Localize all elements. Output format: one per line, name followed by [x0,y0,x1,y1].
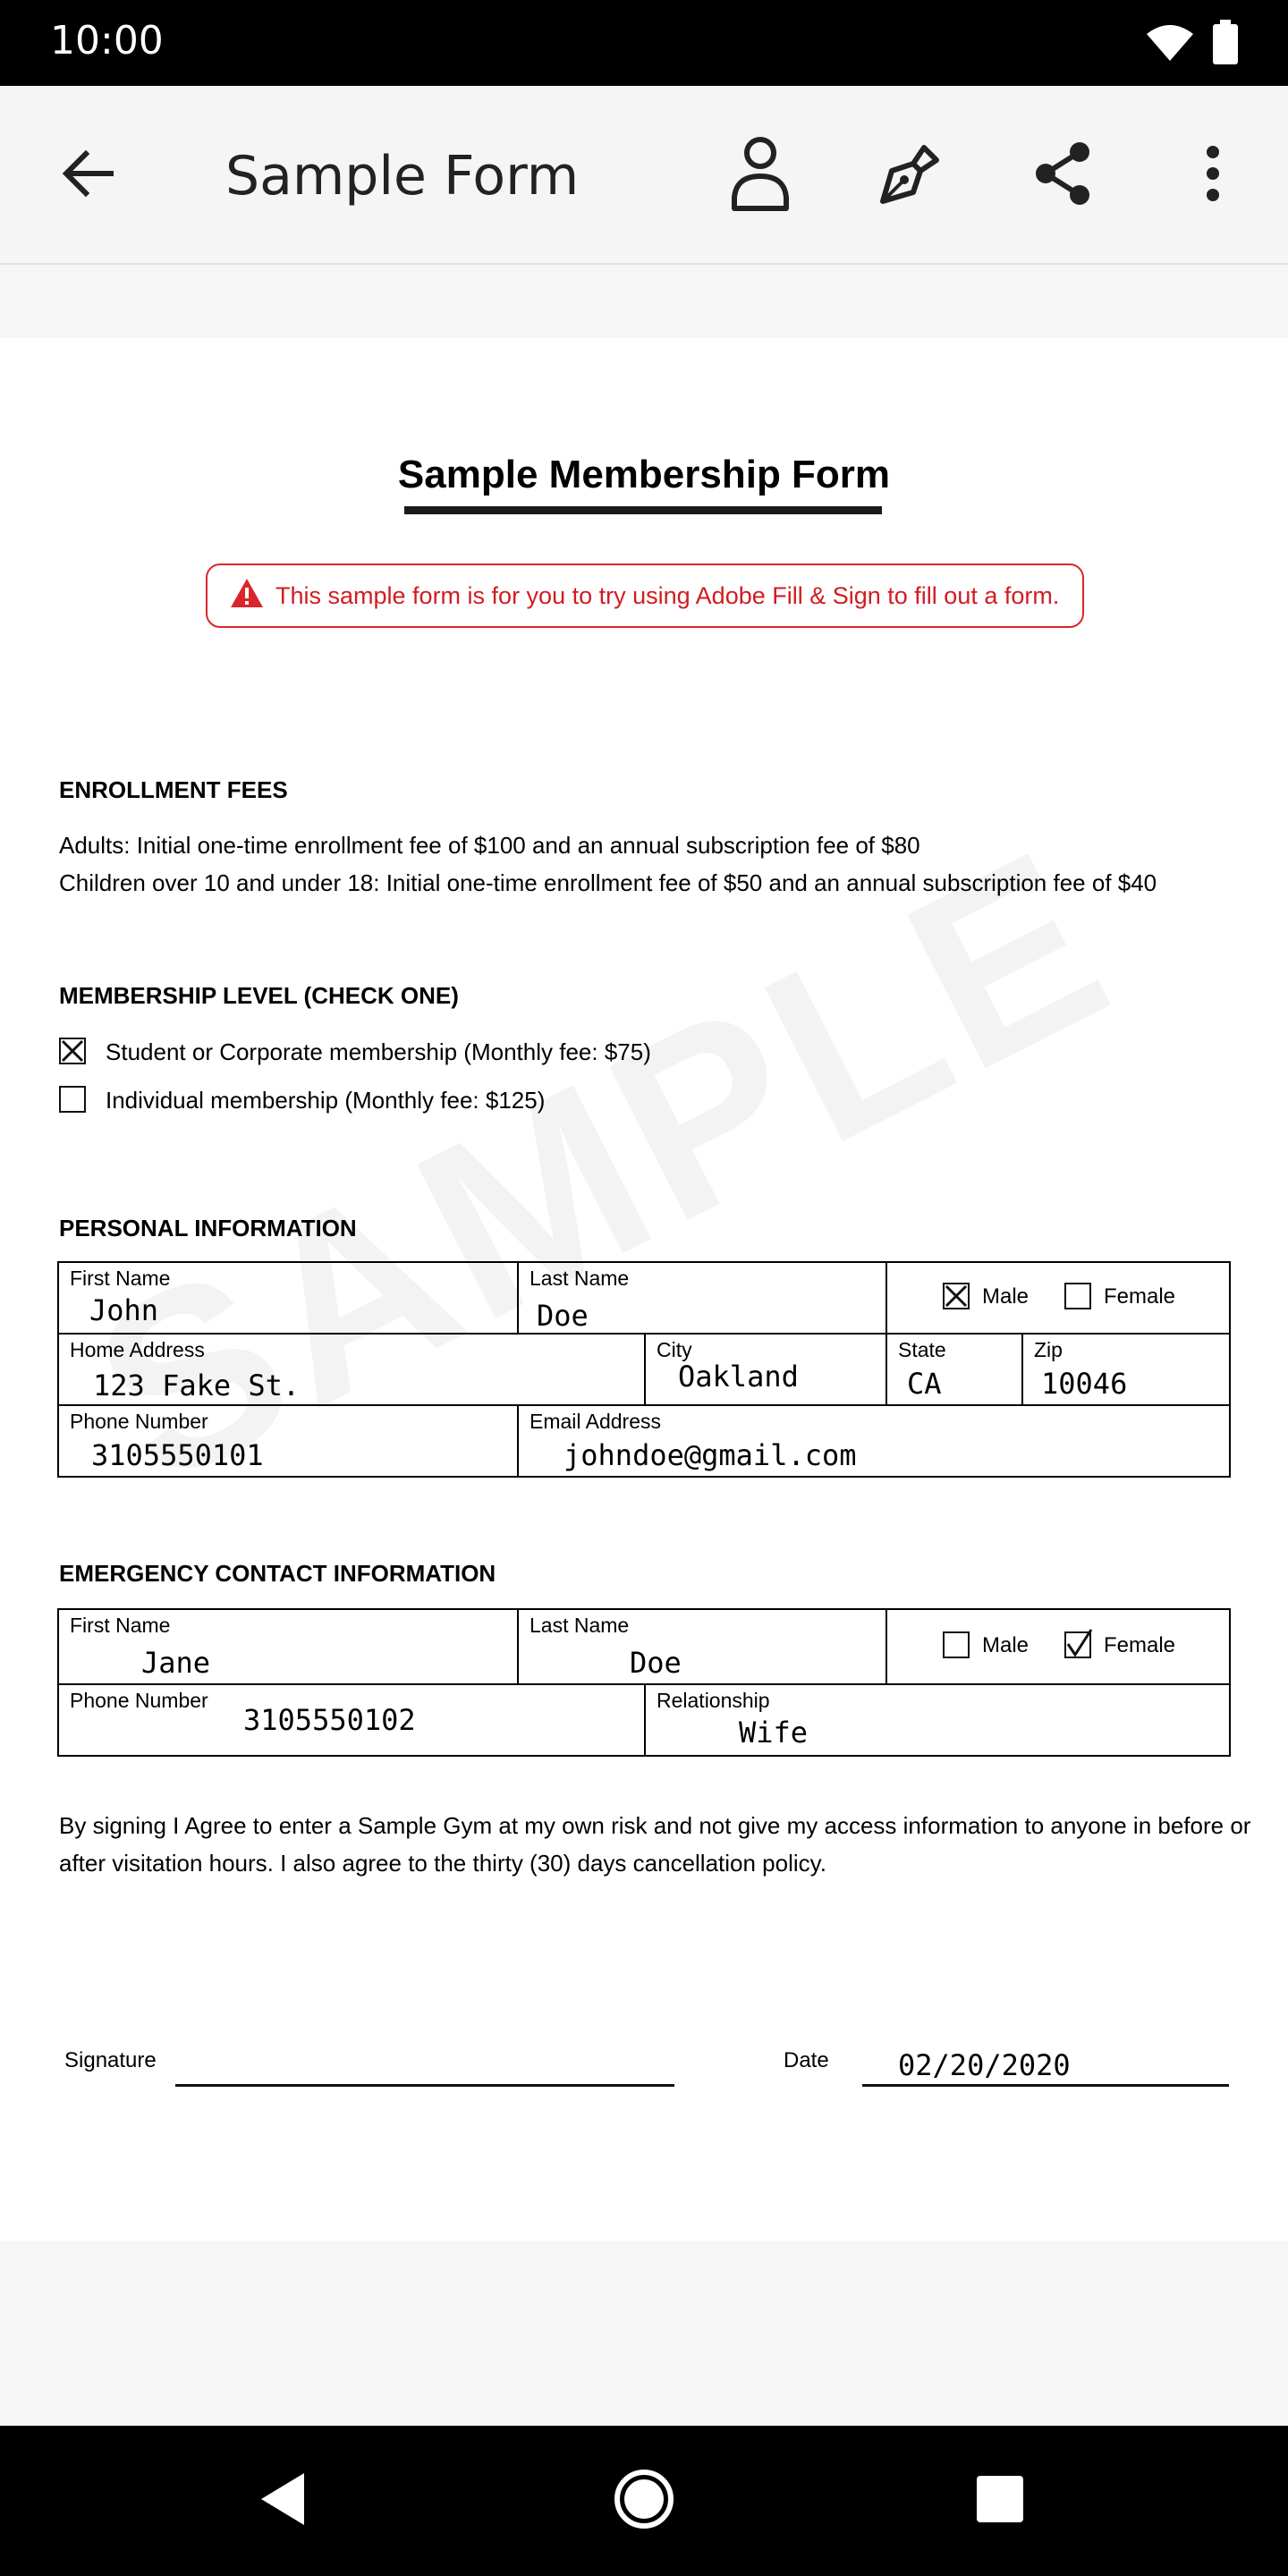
field-value: johndoe@gmail.com [564,1438,857,1472]
nav-back-button[interactable] [238,2456,327,2546]
field-label: Phone Number [70,1689,208,1712]
personal-first-name-field[interactable] [59,1263,519,1335]
back-triangle-icon [258,2471,308,2531]
back-button[interactable] [43,131,132,220]
share-icon [1031,140,1094,212]
personal-email-field[interactable] [519,1406,1229,1476]
date-line [862,2084,1229,2087]
enrollment-line-children: Children over 10 and under 18: Initial one-time enrollment fee of $50 and an annual subscription fee of $40 [59,869,1157,896]
personal-heading: PERSONAL INFORMATION [59,1215,357,1241]
membership-individual-label: Individual membership (Monthly fee: $125) [106,1087,546,1114]
recents-square-icon [975,2474,1025,2529]
field-label: Home Address [70,1338,205,1361]
notice-banner [206,564,1084,628]
personal-female-checkbox[interactable] [1064,1283,1091,1309]
share-button[interactable] [1018,131,1107,220]
field-value: CA [907,1367,942,1401]
field-label: Relationship [657,1689,770,1712]
membership-student-checkbox[interactable] [59,1038,86,1064]
document-page[interactable] [0,338,1288,2241]
navigation-bar [0,2426,1288,2576]
personal-city-field[interactable] [646,1335,887,1406]
field-label: Zip [1034,1338,1063,1361]
date-label: Date [784,2048,829,2072]
emergency-gender-field [887,1610,1229,1685]
status-time: 10:00 [50,18,164,64]
field-label: Phone Number [70,1410,208,1433]
personal-phone-field[interactable] [59,1406,519,1476]
personal-info-table [57,1261,1231,1478]
emergency-phone-field[interactable] [59,1685,646,1755]
personal-zip-field[interactable] [1023,1335,1229,1406]
membership-individual-checkbox[interactable] [59,1086,86,1113]
membership-heading: MEMBERSHIP LEVEL (CHECK ONE) [59,982,459,1009]
personal-address-field[interactable] [59,1335,646,1406]
sign-button[interactable] [866,131,955,220]
checkbox-check-mark [1064,1628,1095,1658]
field-label: First Name [70,1267,171,1290]
personal-male-label: Male [982,1284,1030,1309]
membership-student-label: Student or Corporate membership (Monthly fee: $75) [106,1038,651,1065]
status-bar [0,0,1288,86]
app-title: Sample Form [225,145,580,208]
date-value[interactable]: 02/20/2020 [898,2048,1071,2082]
nav-home-button[interactable] [599,2456,689,2546]
more-options-button[interactable] [1168,131,1258,220]
profile-button[interactable] [716,131,805,220]
emergency-info-table [57,1608,1231,1757]
agreement-text: By signing I Agree to enter a Sample Gym at my own risk and not give my access information to anyone in before or after visitation hours. I also agree to the thirty (30) days cancellation policy. [59,1812,1251,1877]
field-label: Email Address [530,1410,662,1433]
personal-female-label: Female [1104,1284,1176,1309]
emergency-female-label: Female [1104,1633,1176,1657]
field-value: Jane [141,1646,211,1680]
emergency-first-name-field[interactable] [59,1610,519,1685]
signature-line[interactable] [175,2084,674,2087]
emergency-relationship-field[interactable] [646,1685,1229,1755]
field-value: 3105550102 [243,1703,416,1737]
field-value: 3105550101 [91,1438,264,1472]
checkbox-x-mark [61,1039,84,1063]
home-circle-icon [613,2468,675,2535]
emergency-last-name-field[interactable] [519,1610,887,1685]
personal-gender-field [887,1263,1229,1335]
field-value: Oakland [678,1360,799,1394]
app-bar [0,86,1288,265]
enrollment-line-adults: Adults: Initial one-time enrollment fee of $100 and an annual subscription fee of $80 [59,832,920,859]
personal-last-name-field[interactable] [519,1263,887,1335]
emergency-female-checkbox[interactable] [1064,1631,1091,1658]
personal-state-field[interactable] [887,1335,1023,1406]
field-label: Last Name [530,1614,630,1637]
checkbox-x-mark [945,1284,968,1308]
back-arrow-icon [59,145,116,207]
emergency-heading: EMERGENCY CONTACT INFORMATION [59,1560,496,1587]
field-label: State [898,1338,946,1361]
field-value: John [89,1293,159,1327]
field-value: Doe [537,1299,589,1333]
field-value: Doe [630,1646,682,1680]
personal-male-checkbox[interactable] [943,1283,970,1309]
field-value: Wife [739,1716,809,1750]
field-label: City [657,1338,692,1361]
person-icon [729,135,792,216]
emergency-male-label: Male [982,1633,1030,1657]
emergency-male-checkbox[interactable] [943,1631,970,1658]
more-vert-icon [1206,145,1220,207]
field-label: First Name [70,1614,171,1637]
battery-icon [1213,20,1238,69]
field-value: 10046 [1041,1367,1128,1401]
pen-icon [877,140,944,211]
wifi-icon [1145,21,1195,67]
enrollment-heading: ENROLLMENT FEES [59,776,288,803]
warning-icon [208,577,275,615]
notice-text: This sample form is for you to try using Adobe Fill & Sign to fill out a form. [275,581,1060,609]
document-title: Sample Membership Form [397,453,891,496]
signature-label: Signature [64,2048,157,2072]
field-value: 123 Fake St. [93,1368,301,1402]
field-label: Last Name [530,1267,630,1290]
title-underline [404,506,882,514]
nav-recents-button[interactable] [955,2456,1045,2546]
